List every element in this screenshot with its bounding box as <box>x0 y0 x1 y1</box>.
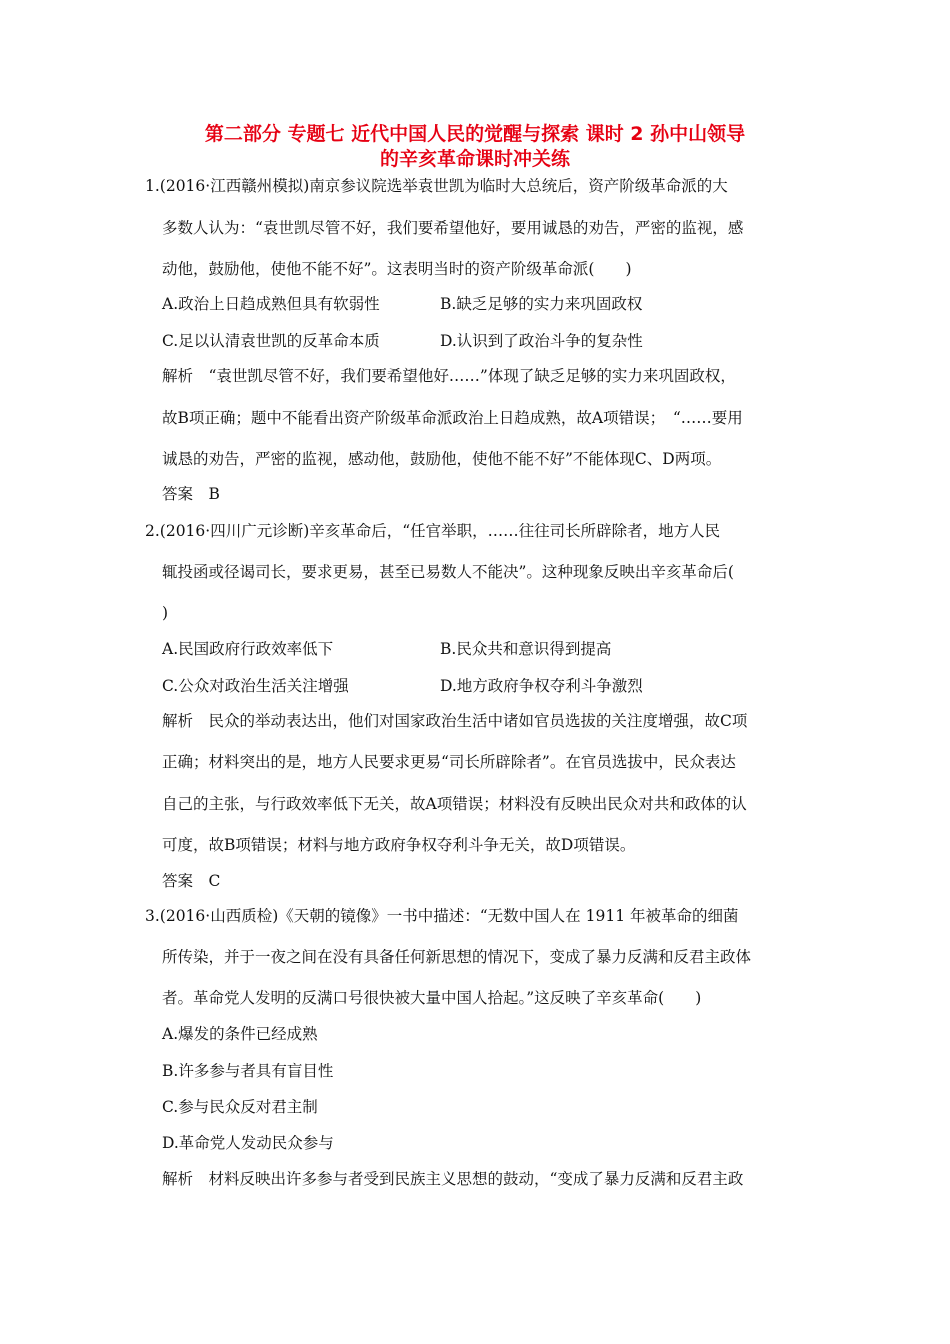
q3-option-d: D.革命党人发动民众参与 <box>162 1134 334 1152</box>
q1-option-b: B.缺乏足够的实力来巩固政权 <box>440 295 643 313</box>
q2-option-a: A.民国政府行政效率低下 <box>162 640 334 658</box>
q2-stem-line-1: 2.(2016·四川广元诊断)辛亥革命后，“任官举职，……往往司长所辟除者，地方人民 <box>145 522 721 540</box>
q1-stem-line-2: 多数人认为：“袁世凯尽管不好，我们要希望他好，要用诚恳的劝告，严密的监视，感 <box>162 219 744 237</box>
q2-answer: 答案 C <box>162 872 221 890</box>
q1-option-a: A.政治上日趋成熟但具有软弱性 <box>162 295 380 313</box>
q2-option-d: D.地方政府争权夺利斗争激烈 <box>440 677 643 695</box>
q2-analysis-line-3: 自己的主张，与行政效率低下无关，故A项错误；材料没有反映出民众对共和政体的认 <box>162 795 747 813</box>
q3-option-b: B.许多参与者具有盲目性 <box>162 1062 334 1080</box>
q2-analysis-line-1: 解析 民众的举动表达出，他们对国家政治生活中诸如官员选拔的关注度增强，故C项 <box>162 712 748 730</box>
q3-stem-line-3: 者。革命党人发明的反满口号很快被大量中国人拾起。”这反映了辛亥革命( ) <box>162 989 702 1007</box>
q1-option-c: C.足以认清袁世凯的反革命本质 <box>162 332 380 350</box>
q3-option-c: C.参与民众反对君主制 <box>162 1098 318 1116</box>
title-line-1: 第二部分 专题七 近代中国人民的觉醒与探索 课时 2 孙中山领导 <box>204 123 746 145</box>
q3-stem-line-1: 3.(2016·山西质检)《天朝的镜像》一书中描述：“无数中国人在 1911 年被革命的细菌 <box>145 907 739 925</box>
q3-analysis-line-1: 解析 材料反映出许多参与者受到民族主义思想的鼓动，“变成了暴力反满和反君主政 <box>162 1170 744 1188</box>
q2-stem-line-3: ) <box>162 604 169 622</box>
q2-option-b: B.民众共和意识得到提高 <box>440 640 612 658</box>
q1-stem-line-3: 动他，鼓励他，使他不能不好”。这表明当时的资产阶级革命派( ) <box>162 260 632 278</box>
q3-stem-line-2: 所传染，并于一夜之间在没有具备任何新思想的情况下，变成了暴力反满和反君主政体 <box>162 948 752 966</box>
q1-analysis-line-1: 解析 “袁世凯尽管不好，我们要希望他好……”体现了缺乏足够的实力来巩固政权， <box>162 367 736 385</box>
title-line-2: 的辛亥革命课时冲关练 <box>379 148 570 170</box>
q1-analysis-line-3: 诚恳的劝告，严密的监视，感动他，鼓励他，使他不能不好”不能体现C、D两项。 <box>162 450 722 468</box>
q2-stem-line-2: 辄投函或径谒司长，要求更易，甚至已易数人不能决”。这种现象反映出辛亥革命后( <box>162 563 734 581</box>
q1-stem-line-1: 1.(2016·江西赣州模拟)南京参议院选举袁世凯为临时大总统后，资产阶级革命派的大 <box>145 177 728 195</box>
q1-option-d: D.认识到了政治斗争的复杂性 <box>440 332 643 350</box>
q1-analysis-line-2: 故B项正确；题中不能看出资产阶级革命派政治上日趋成熟，故A项错误； “……要用 <box>162 409 743 427</box>
q2-analysis-line-4: 可度，故B项错误；材料与地方政府争权夺利斗争无关，故D项错误。 <box>162 836 636 854</box>
q3-option-a: A.爆发的条件已经成熟 <box>162 1025 318 1043</box>
q1-answer: 答案 B <box>162 485 220 503</box>
document-title <box>120 122 830 172</box>
q2-analysis-line-2: 正确；材料突出的是，地方人民要求更易“司长所辟除者”。在官员选拔中，民众表达 <box>162 753 736 771</box>
q2-option-c: C.公众对政治生活关注增强 <box>162 677 349 695</box>
